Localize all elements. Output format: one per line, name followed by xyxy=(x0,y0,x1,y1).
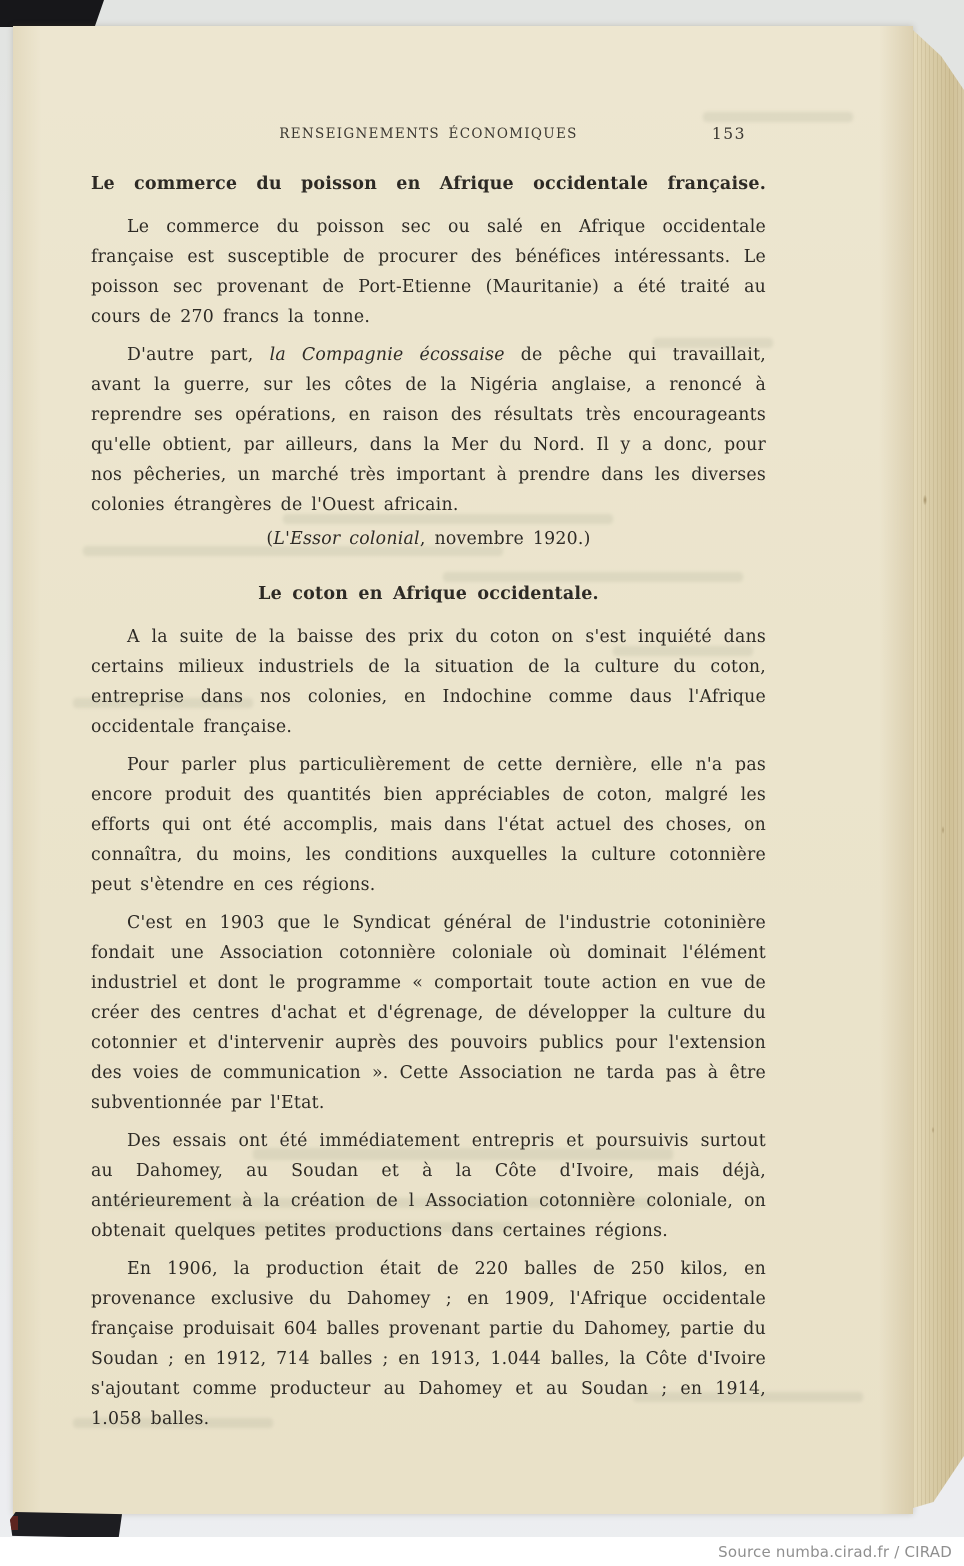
running-header xyxy=(91,126,766,142)
binding-shadow-bottom xyxy=(10,1512,122,1538)
running-header-title: RENSEIGNEMENTS ÉCONOMIQUES xyxy=(279,126,578,142)
article1-paragraph-2 xyxy=(91,340,766,520)
book-fore-edge-pages xyxy=(913,30,964,1508)
binding-shadow-top xyxy=(0,0,104,27)
article2-paragraph-2: Pour parler plus particulièrement de cette dernière, elle n'a pas encore produit des quantités bien appréciables de coton, malgré les efforts qui ont été accomplis, mais dans l'état actuel des choses, on connaîtra, du moins, les conditions auxquelles la culture cotonnière peut s'ètendre en ces régions. xyxy=(91,755,766,895)
page-number: 153 xyxy=(711,125,746,143)
article2-paragraph-4: Des essais ont été immédiatement entrepris et poursuivis surtout au Dahomey, au Soudan et à la Côte d'Ivoire, mais déjà, antérieurement à la création de l Association cotonnière coloniale, on obtenait quelques petites productions dans certaines régions. xyxy=(91,1131,766,1241)
citation-text: ( xyxy=(266,529,274,549)
journal-name-italic: L'Essor colonial xyxy=(273,529,420,549)
article2-title: Le coton en Afrique occidentale. xyxy=(258,584,599,604)
citation-text: , novembre 1920.) xyxy=(419,529,591,549)
article2-paragraph-1: A la suite de la baisse des prix du coton on s'est inquiété dans certains milieux industriels de la situation de la culture du coton, entreprise dans nos colonies, en Indochine comme daus l'Afrique occidentale française. xyxy=(91,627,766,737)
source-bar xyxy=(0,1537,964,1566)
company-name-italic: la Compagnie écossaise xyxy=(269,345,505,365)
article1-citation xyxy=(91,524,766,554)
paragraph-text: de pêche qui travaillait, avant la guerre, sur les côtes de la Nigéria anglaise, a renoncé à reprendre ses opérations, en raison des résultats très encourageants qu'elle obtient, par ailleurs, dans la Mer du Nord. Il y a donc, pour nos pêcheries, un marché très important à prendre dans les diverses colonies étrangères de l'Ouest africain. xyxy=(91,345,767,515)
paragraph-text: D'autre part, xyxy=(127,345,270,365)
article2-paragraph-5: En 1906, la production était de 220 balles de 250 kilos, en provenance exclusive du Dahomey ; en 1909, l'Afrique occidentale française produisait 604 balles provenant partie du Dahomey, partie du Soudan ; en 1912, 714 balles ; en 1913, 1.044 balles, la Côte d'Ivoire s'ajoutant comme producteur au Dahomey et au Soudan ; en 1914, 1.058 balles. xyxy=(91,1259,766,1429)
book-page xyxy=(13,26,913,1514)
article2-paragraph-3: C'est en 1903 que le Syndicat général de l'industrie cotoninière fondait une Association cotonnière coloniale où dominait l'élément industriel et dont le programme « comportait toute action en vue de créer des centres d'achat et d'égrenage, de développer la culture du cotonnier et d'intervenir auprès des pouvoirs publics pour l'extension des voies de communication ». Cette Association ne tarda pas à être subventionnée par l'Etat. xyxy=(91,913,766,1113)
source-attribution: Source numba.cirad.fr / CIRAD xyxy=(718,1542,952,1561)
article1-title: Le commerce du poisson en Afrique occidentale française. xyxy=(91,174,766,194)
text-column xyxy=(13,26,913,1434)
article1-paragraph-1: Le commerce du poisson sec ou salé en Afrique occidentale française est susceptible de procurer des bénéfices intéressants. Le poisson sec provenant de Port-Etienne (Mauritanie) a été traité au cours de 270 francs la tonne. xyxy=(91,217,766,327)
